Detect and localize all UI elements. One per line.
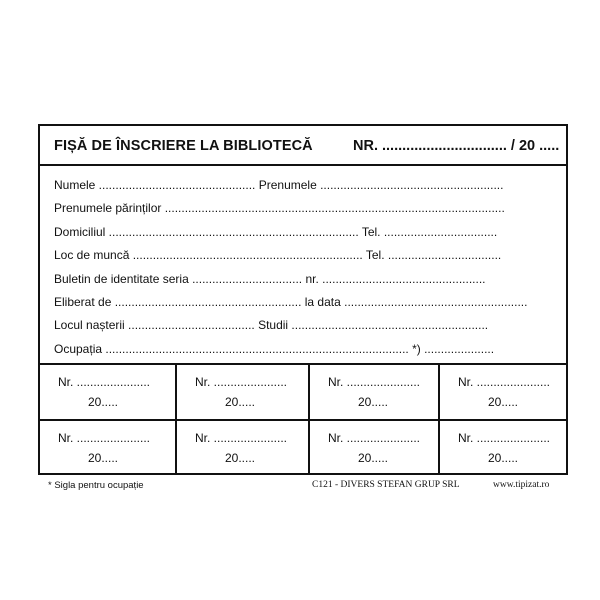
field-parents-names[interactable]: Prenumele părinților ...................................................................................................... [54,201,505,216]
renewal-cell[interactable] [40,421,175,475]
renewal-year: 20..... [225,395,256,409]
renewal-cell[interactable] [308,421,438,475]
renewal-cell[interactable] [438,365,566,419]
renewal-cell[interactable] [438,421,566,475]
field-address[interactable]: Domiciliul ........................................................................... Tel. .................................. [54,224,498,239]
footnote: * Sigla pentru ocupație [48,480,144,491]
publisher-code: C121 - DIVERS STEFAN GRUP SRL [312,480,460,490]
renewal-year: 20..... [358,451,389,465]
field-name[interactable]: Numele ............................................... Prenumele ....................................................... [54,178,504,192]
renewal-number: Nr. ...................... [58,431,151,445]
renewal-year: 20..... [225,451,256,465]
field-id-card[interactable]: Buletin de identitate seria ................................. nr. ................................................. [54,271,486,286]
renewal-year: 20..... [358,395,389,409]
field-workplace[interactable]: Loc de muncă ..................................................................... Tel. .................................. [54,248,502,263]
renewal-cell[interactable] [308,365,438,419]
renewal-grid [40,363,566,473]
renewal-year: 20..... [488,395,519,409]
card-title: FIȘĂ DE ÎNSCRIERE LA BIBLIOTECĂ [54,138,313,154]
renewal-cell[interactable] [40,365,175,419]
renewal-number: Nr. ...................... [195,375,288,389]
renewal-number: Nr. ...................... [328,375,421,389]
renewal-cell[interactable] [175,365,308,419]
renewal-number: Nr. ...................... [458,431,551,445]
field-occupation[interactable]: Ocupația ........................................................................................... *) ..................... [54,341,495,356]
renewal-number: Nr. ...................... [195,431,288,445]
personal-details [54,174,554,361]
renewal-year: 20..... [88,451,119,465]
renewal-number: Nr. ...................... [58,375,151,389]
renewal-number: Nr. ...................... [328,431,421,445]
renewal-cell[interactable] [175,421,308,475]
renewal-row [40,365,566,419]
renewal-row [40,419,566,475]
renewal-year: 20..... [488,451,519,465]
field-birthplace[interactable]: Locul nașterii ...................................... Studii ........................................................... [54,318,489,333]
library-registration-card [38,124,568,475]
renewal-year: 20..... [88,395,119,409]
card-header [40,126,566,166]
publisher-website: www.tipizat.ro [493,480,550,490]
field-issued-by[interactable]: Eliberat de ........................................................ la data ....................................................... [54,294,528,309]
renewal-number: Nr. ...................... [458,375,551,389]
registration-number: NR. ............................... / 20 ..... [353,138,560,154]
